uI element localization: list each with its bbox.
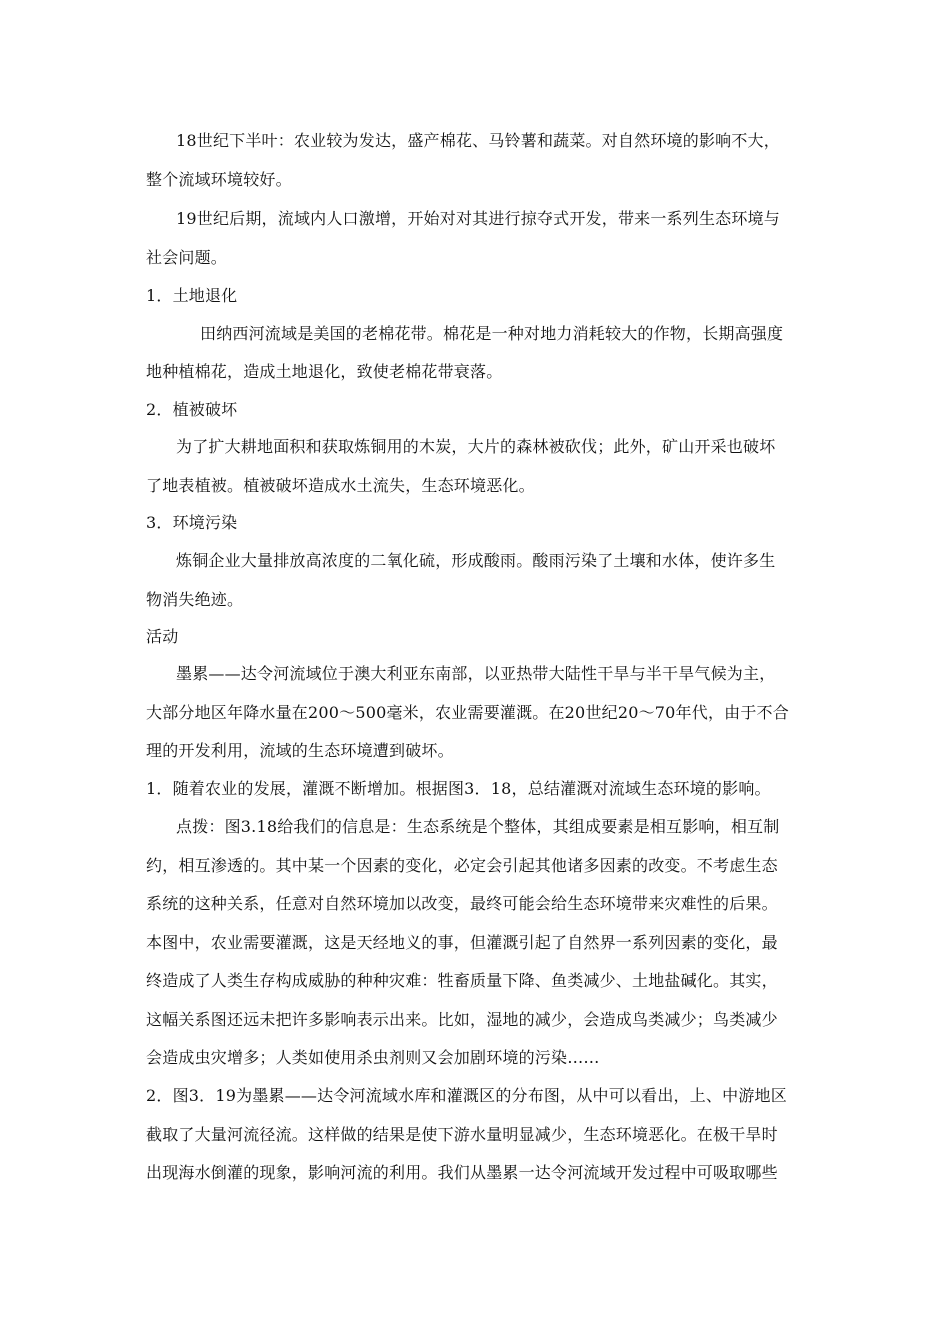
- paragraph-line: 为了扩大耕地面积和获取炼铜用的木炭，大片的森林被砍伐；此外，矿山开采也破坏: [176, 437, 776, 456]
- paragraph-line: 墨累——达令河流域位于澳大利亚东南部，以亚热带大陆性干旱与半干旱气候为主，: [176, 664, 776, 683]
- paragraph-line: 截取了大量河流径流。这样做的结果是使下游水量明显减少，生态环境恶化。在极干旱时: [146, 1125, 778, 1144]
- paragraph-line: 会造成虫灾增多；人类如使用杀虫剂则又会加剧环境的污染……: [146, 1048, 600, 1067]
- paragraph-line: 物消失绝迹。: [146, 590, 244, 609]
- paragraph-line: 终造成了人类生存构成威胁的种种灾难：牲畜质量下降、鱼类减少、土地盐碱化。其实，: [146, 971, 778, 990]
- paragraph-line: 了地表植被。植被破坏造成水土流失，生态环境恶化。: [146, 476, 535, 495]
- paragraph-line: 田纳西河流域是美国的老棉花带。棉花是一种对地力消耗较大的作物，长期高强度: [200, 324, 784, 343]
- paragraph-line: 这幅关系图还远未把许多影响表示出来。比如，湿地的减少，会造成鸟类减少；鸟类减少: [146, 1010, 778, 1029]
- paragraph-line: 系统的这种关系，任意对自然环境加以改变，最终可能会给生态环境带来灾难性的后果。: [146, 894, 778, 913]
- paragraph-line: 约，相互渗透的。其中某一个因素的变化，必定会引起其他诸多因素的改变。不考虑生态: [146, 856, 778, 875]
- paragraph-line: 点拨：图3.18给我们的信息是：生态系统是个整体，其组成要素是相互影响，相互制: [176, 817, 780, 836]
- section-heading: 3．环境污染: [146, 513, 238, 532]
- section-heading: 1．土地退化: [146, 286, 238, 305]
- section-heading: 2．植被破坏: [146, 400, 238, 419]
- paragraph-line: 炼铜企业大量排放高浓度的二氧化硫，形成酸雨。酸雨污染了土壤和水体，使许多生: [176, 551, 776, 570]
- paragraph-line: 19世纪后期，流域内人口激增，开始对对其进行掠夺式开发，带来一系列生态环境与: [176, 209, 780, 228]
- section-heading: 活动: [146, 627, 179, 646]
- question-line: 1．随着农业的发展，灌溉不断增加。根据图3．18，总结灌溉对流域生态环境的影响。: [146, 779, 771, 798]
- paragraph-line: 地种植棉花，造成土地退化，致使老棉花带衰落。: [146, 362, 503, 381]
- paragraph-line: 理的开发利用，流域的生态环境遭到破坏。: [146, 741, 454, 760]
- question-line: 2．图3．19为墨累——达令河流域水库和灌溉区的分布图，从中可以看出，上、中游地区: [146, 1086, 787, 1105]
- paragraph-line: 出现海水倒灌的现象，影响河流的利用。我们从墨累一达令河流域开发过程中可吸取哪些: [146, 1163, 778, 1182]
- paragraph-line: 大部分地区年降水量在200～500毫米，农业需要灌溉。在20世纪20～70年代，由于不合: [146, 703, 789, 722]
- paragraph-line: 社会问题。: [146, 248, 228, 267]
- paragraph-line: 本图中，农业需要灌溉，这是天经地义的事，但灌溉引起了自然界一系列因素的变化，最: [146, 933, 778, 952]
- paragraph-line: 整个流域环境较好。: [146, 170, 292, 189]
- paragraph-line: 18世纪下半叶：农业较为发达，盛产棉花、马铃薯和蔬菜。对自然环境的影响不大，: [176, 131, 780, 150]
